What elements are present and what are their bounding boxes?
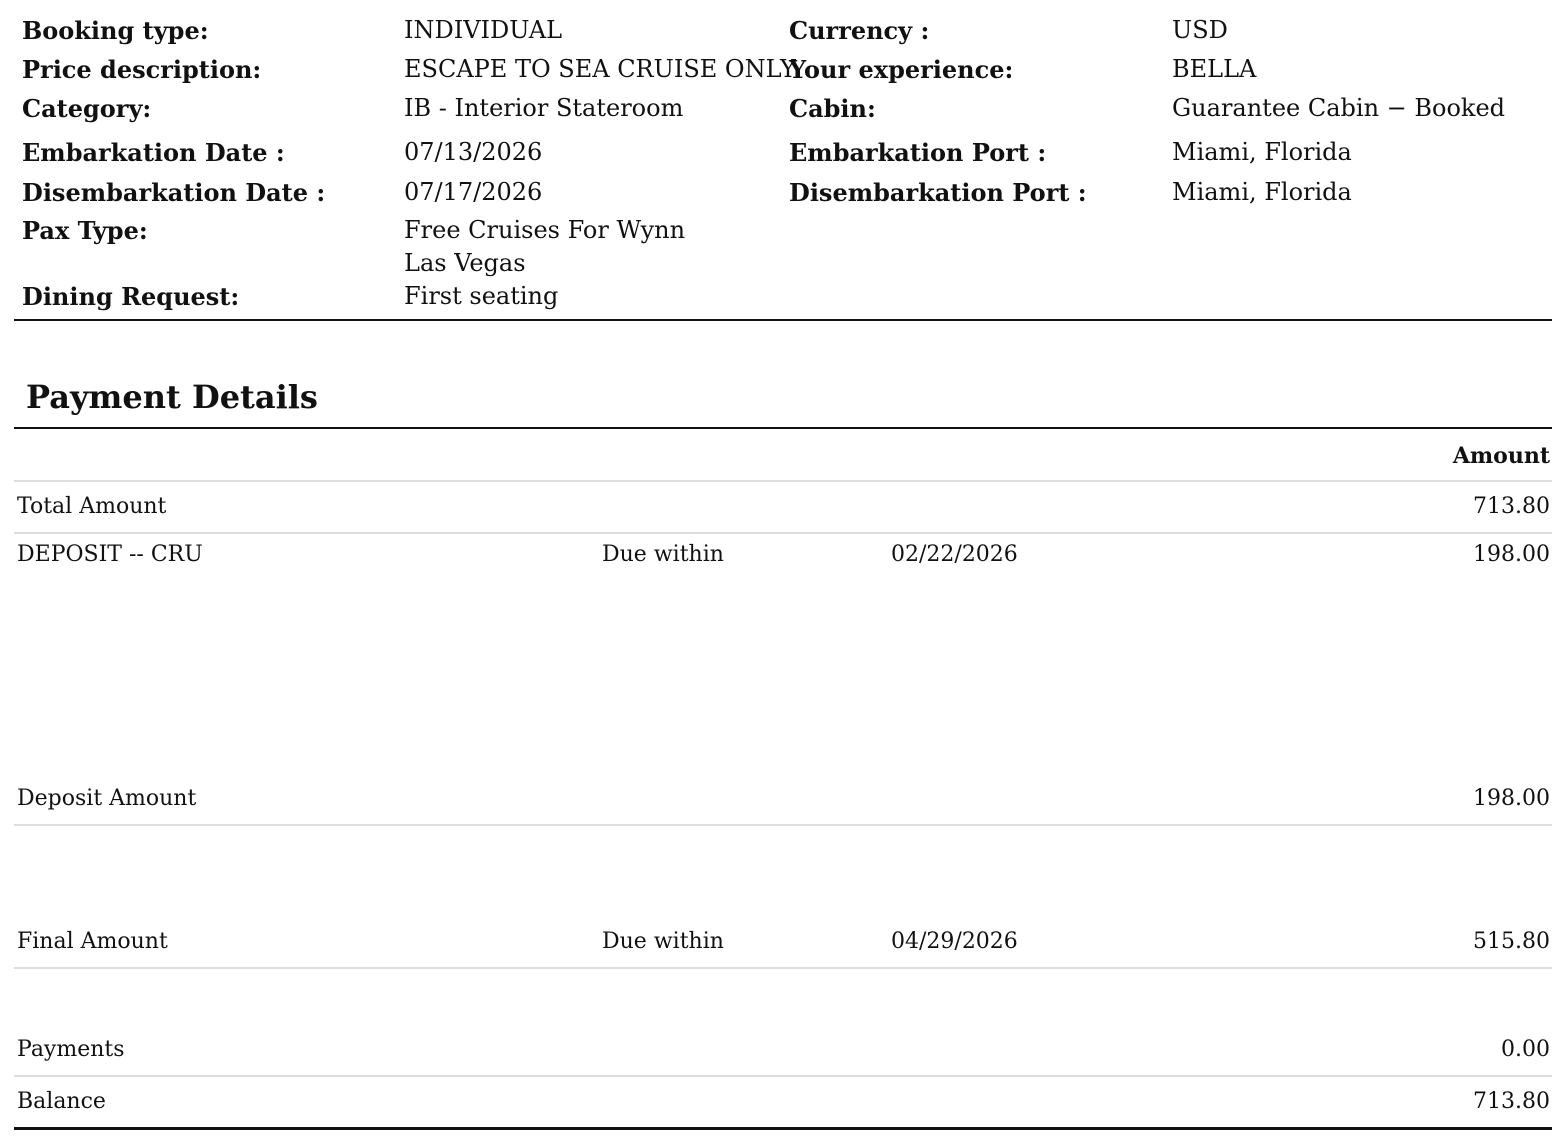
cabin-label: Cabin: [789, 94, 876, 123]
currency-label: Currency : [789, 16, 930, 45]
payment-due-date: 04/29/2026 [891, 929, 1018, 954]
dining-request-value: First seating [404, 282, 559, 310]
booking-type-value: INDIVIDUAL [404, 16, 563, 44]
pax-type-value: Free Cruises For Wynn Las Vegas [404, 216, 686, 277]
pax-type-label: Pax Type: [22, 216, 148, 245]
booking-type-label: Booking type: [22, 16, 209, 45]
payment-description: Payments [17, 1037, 125, 1062]
booking-details [14, 0, 1552, 321]
payment-description: Balance [17, 1089, 106, 1114]
dining-request-label: Dining Request: [22, 282, 240, 311]
payment-amount: 713.80 [1473, 494, 1550, 519]
payment-description: Total Amount [17, 494, 167, 519]
disembarkation-port-value: Miami, Florida [1172, 178, 1352, 206]
payment-row-deposit-cru [14, 534, 1552, 774]
disembarkation-date-label: Disembarkation Date : [22, 178, 326, 207]
experience-value: BELLA [1172, 55, 1257, 83]
embarkation-port-value: Miami, Florida [1172, 138, 1352, 166]
embarkation-date-value: 07/13/2026 [404, 138, 543, 166]
embarkation-port-label: Embarkation Port : [789, 138, 1047, 167]
payment-description: Deposit Amount [17, 786, 197, 811]
payment-description: Final Amount [17, 929, 168, 954]
cabin-value: Guarantee Cabin − Booked [1172, 94, 1506, 122]
payment-due-label: Due within [602, 929, 724, 954]
payment-details-title: Payment Details [26, 378, 318, 416]
embarkation-date-label: Embarkation Date : [22, 138, 285, 167]
disembarkation-port-label: Disembarkation Port : [789, 178, 1087, 207]
payment-amount: 198.00 [1473, 786, 1550, 811]
payment-table-header [14, 430, 1552, 482]
currency-value: USD [1172, 16, 1228, 44]
payment-description: DEPOSIT -- CRU [17, 542, 203, 567]
payment-due-label: Due within [602, 542, 724, 567]
payment-row-deposit-amount [14, 774, 1552, 826]
payment-due-date: 02/22/2026 [891, 542, 1018, 567]
payment-amount: 713.80 [1473, 1089, 1550, 1114]
price-description-value: ESCAPE TO SEA CRUISE ONLY [404, 55, 796, 83]
price-description-label: Price description: [22, 55, 262, 84]
payment-amount: 0.00 [1501, 1037, 1550, 1062]
payment-title-divider [14, 427, 1552, 429]
category-value: IB - Interior Stateroom [404, 94, 684, 122]
payment-amount: 198.00 [1473, 542, 1550, 567]
experience-label: Your experience: [789, 55, 1014, 84]
amount-column-header: Amount [1452, 443, 1550, 469]
payment-row-balance [14, 1077, 1552, 1130]
category-label: Category: [22, 94, 152, 123]
payment-row-total-amount [14, 482, 1552, 534]
payment-row-final-amount [14, 826, 1552, 969]
payment-amount: 515.80 [1473, 929, 1550, 954]
disembarkation-date-value: 07/17/2026 [404, 178, 543, 206]
payment-row-payments [14, 969, 1552, 1077]
